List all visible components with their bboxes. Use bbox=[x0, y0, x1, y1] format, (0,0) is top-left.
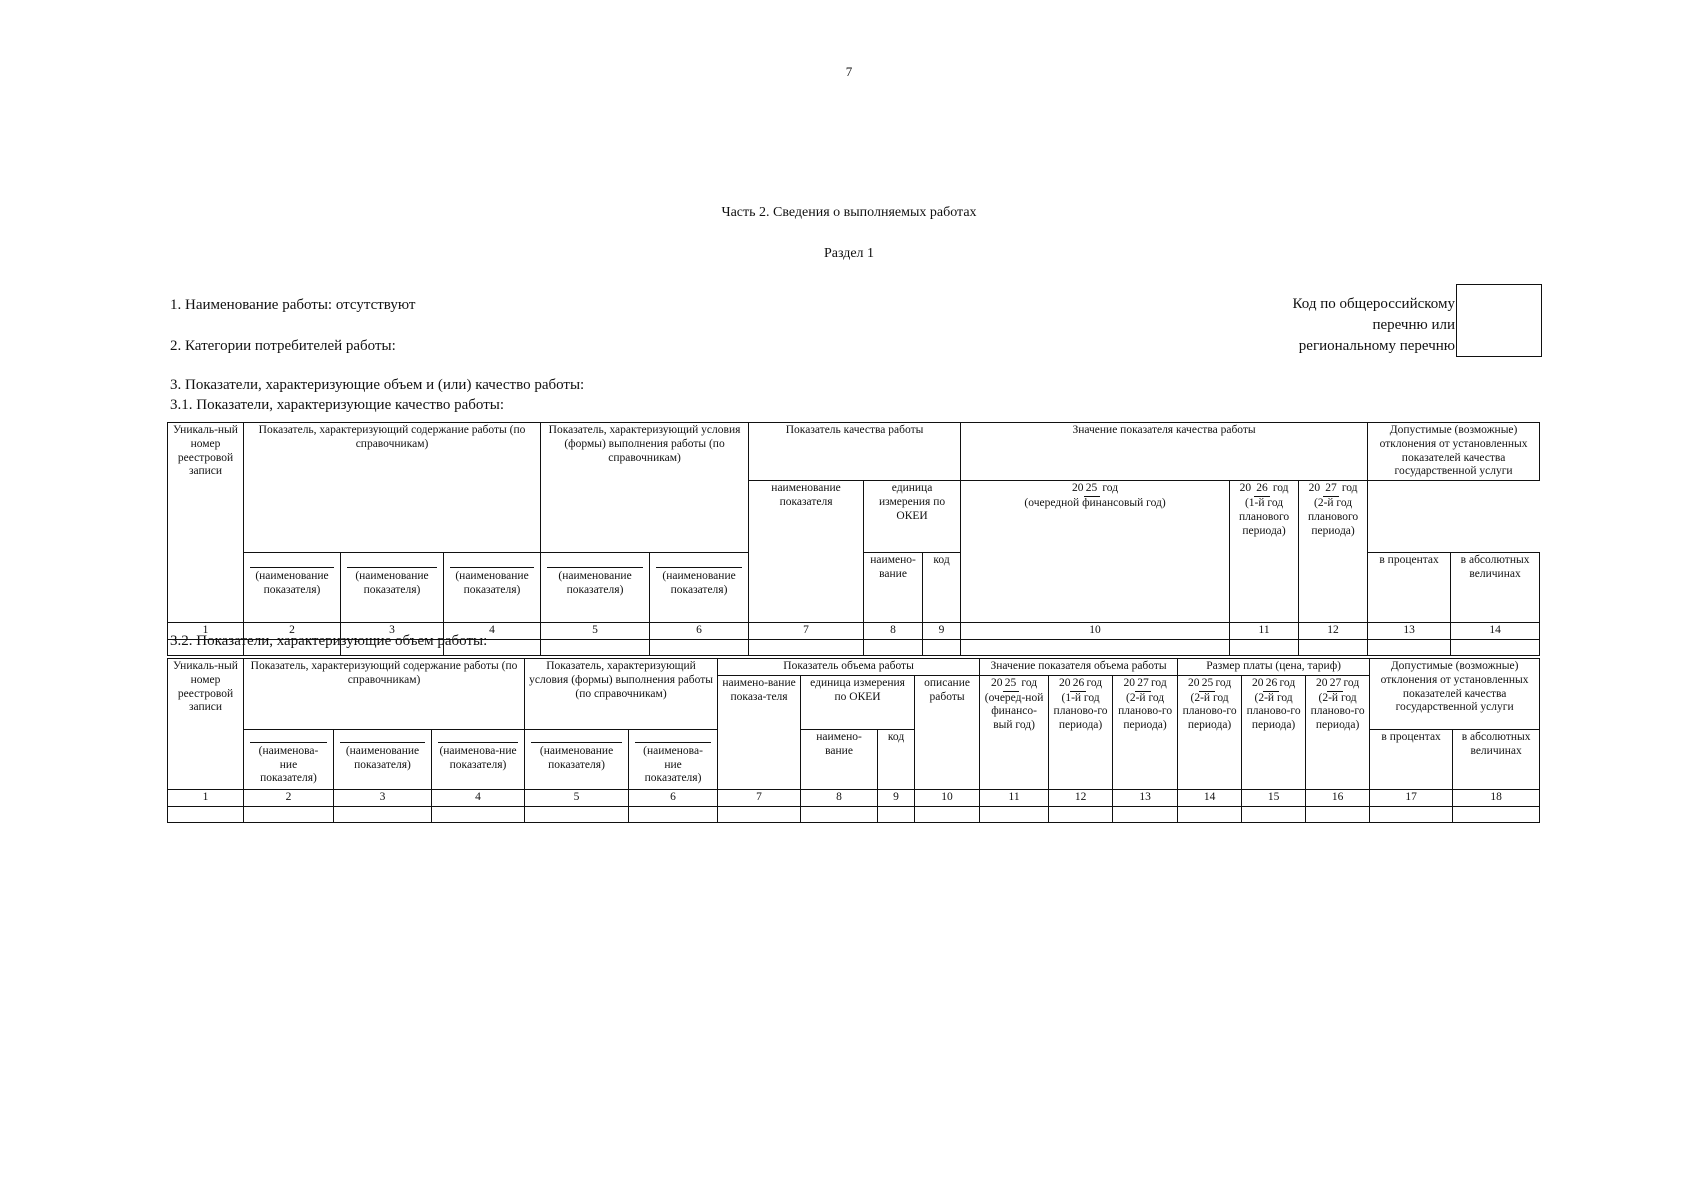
header-indicator-name: наименование показателя bbox=[749, 481, 864, 623]
header-okei-unit: единица измерения по ОКЕИ bbox=[801, 675, 915, 729]
header-conditions-indicator: Показатель, характеризующий условия (формы) выполнения работы (по справочникам) bbox=[541, 423, 749, 553]
year-word: год bbox=[1021, 676, 1038, 689]
code-label-line: перечню или bbox=[1372, 317, 1455, 333]
year-prefix: 20 bbox=[1315, 676, 1328, 689]
header-unique-number: Уникаль-ный номер реестровой записи bbox=[168, 423, 244, 623]
code-label-line: региональному перечню bbox=[1298, 338, 1455, 354]
year-prefix: 20 bbox=[1058, 676, 1071, 689]
year-suffix: 25 bbox=[1199, 677, 1215, 692]
table-cell[interactable] bbox=[801, 806, 878, 822]
table-cell[interactable] bbox=[1242, 806, 1306, 822]
year-suffix: 25 bbox=[1084, 482, 1100, 497]
col-number: 2 bbox=[244, 789, 334, 806]
header-volume-year-3 bbox=[1113, 675, 1178, 789]
year-prefix: 20 bbox=[991, 676, 1003, 689]
header-fee-year-3 bbox=[1306, 675, 1370, 789]
year-word: год bbox=[1279, 676, 1296, 689]
sub-name-col-2: (наименование показателя) bbox=[244, 553, 341, 623]
table-cell[interactable] bbox=[1368, 639, 1451, 655]
col-number: 4 bbox=[432, 789, 525, 806]
col-number: 16 bbox=[1306, 789, 1370, 806]
header-fee-year-2 bbox=[1242, 675, 1306, 789]
quality-heading: 3.1. Показатели, характеризующие качество работы: bbox=[170, 397, 504, 413]
table-cell[interactable] bbox=[980, 806, 1049, 822]
header-absolute: в абсолютных величинах bbox=[1451, 553, 1540, 623]
col-number: 3 bbox=[334, 789, 432, 806]
col-number: 8 bbox=[864, 623, 923, 640]
header-content-indicator: Показатель, характеризующий содержание работы (по справочникам) bbox=[244, 423, 541, 553]
header-conditions-indicator: Показатель, характеризующий условия (формы) выполнения работы (по справочникам) bbox=[525, 659, 718, 730]
col-number: 8 bbox=[801, 789, 878, 806]
volume-heading: 3.2. Показатели, характеризующие объем работы: bbox=[170, 633, 488, 649]
year-note: (2-й год планово-го периода) bbox=[1246, 691, 1301, 732]
table-cell[interactable] bbox=[650, 639, 749, 655]
registry-code-label bbox=[1200, 294, 1455, 357]
table-cell[interactable] bbox=[1299, 639, 1368, 655]
col-number: 9 bbox=[878, 789, 915, 806]
table-cell[interactable] bbox=[1049, 806, 1113, 822]
table-cell[interactable] bbox=[1178, 806, 1242, 822]
table-cell[interactable] bbox=[432, 806, 525, 822]
year-prefix: 20 bbox=[1123, 676, 1135, 689]
year-suffix: 26 bbox=[1263, 677, 1279, 692]
year-word: год bbox=[1343, 676, 1360, 689]
header-content-indicator: Показатель, характеризующий содержание работы (по справочникам) bbox=[244, 659, 525, 730]
col-number: 14 bbox=[1451, 623, 1540, 640]
year-note: (2-й год планово-го периода) bbox=[1182, 691, 1237, 732]
header-fee-year-1 bbox=[1178, 675, 1242, 789]
header-deviation: Допустимые (возможные) отклонения от установленных показателей качества государственной услуги bbox=[1368, 423, 1540, 481]
sub-name-col-5: (наименование показателя) bbox=[525, 729, 629, 789]
volume-table bbox=[167, 658, 1540, 823]
year-prefix: 20 bbox=[1072, 482, 1084, 495]
table-cell[interactable] bbox=[1370, 806, 1453, 822]
table-cell[interactable] bbox=[718, 806, 801, 822]
header-volume-value: Значение показателя объема работы bbox=[980, 659, 1178, 676]
header-work-description: описание работы bbox=[915, 675, 980, 789]
header-year-2 bbox=[1230, 481, 1299, 623]
table-cell[interactable] bbox=[541, 639, 650, 655]
year-word: год bbox=[1341, 482, 1358, 495]
year-suffix: 27 bbox=[1327, 677, 1343, 692]
col-number: 6 bbox=[650, 623, 749, 640]
sub-name-col-6: (наименова-ние показателя) bbox=[629, 729, 718, 789]
col-number: 15 bbox=[1242, 789, 1306, 806]
header-deviation: Допустимые (возможные) отклонения от установленных показателей качества государственной услуги bbox=[1370, 659, 1540, 730]
year-note: (1-й год планово-го периода) bbox=[1053, 691, 1108, 732]
table-cell[interactable] bbox=[1113, 806, 1178, 822]
header-unit-name: наимено-вание bbox=[864, 553, 923, 623]
table-cell[interactable] bbox=[168, 639, 244, 655]
work-name: 1. Наименование работы: отсутствуют bbox=[170, 297, 416, 313]
col-number: 6 bbox=[629, 789, 718, 806]
table-cell[interactable] bbox=[1451, 639, 1540, 655]
year-prefix: 20 bbox=[1308, 482, 1321, 495]
year-word: год bbox=[1102, 482, 1119, 495]
year-word: год bbox=[1272, 482, 1289, 495]
col-number: 9 bbox=[923, 623, 961, 640]
col-number: 14 bbox=[1178, 789, 1242, 806]
col-number: 13 bbox=[1368, 623, 1451, 640]
col-number: 12 bbox=[1299, 623, 1368, 640]
column-number-row bbox=[168, 789, 1540, 806]
table-row[interactable] bbox=[168, 639, 1540, 655]
col-number: 4 bbox=[444, 623, 541, 640]
table-cell[interactable] bbox=[525, 806, 629, 822]
header-unit-name: наимено-вание bbox=[801, 729, 878, 789]
year-suffix: 27 bbox=[1135, 677, 1151, 692]
col-number: 1 bbox=[168, 623, 244, 640]
year-suffix: 27 bbox=[1323, 482, 1339, 497]
registry-code-field[interactable] bbox=[1456, 284, 1542, 357]
year-prefix: 20 bbox=[1239, 482, 1252, 495]
sub-name-col-4: (наименование показателя) bbox=[444, 553, 541, 623]
part-title: Часть 2. Сведения о выполняемых работах bbox=[721, 205, 977, 220]
section-title: Раздел 1 bbox=[823, 246, 875, 261]
sub-name-col-5: (наименование показателя) bbox=[541, 553, 650, 623]
col-number: 11 bbox=[980, 789, 1049, 806]
col-number: 3 bbox=[341, 623, 444, 640]
indicators-heading: 3. Показатели, характеризующие объем и (или) качество работы: bbox=[170, 377, 585, 393]
col-number: 17 bbox=[1370, 789, 1453, 806]
sub-name-col-3: (наименование показателя) bbox=[341, 553, 444, 623]
col-number: 18 bbox=[1453, 789, 1540, 806]
header-year-1 bbox=[961, 481, 1230, 623]
year-note: (2-й год планово-го периода) bbox=[1310, 691, 1365, 732]
table-row[interactable] bbox=[168, 806, 1540, 822]
table-cell[interactable] bbox=[244, 806, 334, 822]
year-suffix: 25 bbox=[1003, 677, 1019, 692]
header-volume-year-2 bbox=[1049, 675, 1113, 789]
table-cell[interactable] bbox=[1230, 639, 1299, 655]
header-unit-code: код bbox=[923, 553, 961, 623]
table-cell[interactable] bbox=[915, 806, 980, 822]
table-cell[interactable] bbox=[923, 639, 961, 655]
col-number: 5 bbox=[525, 789, 629, 806]
table-cell[interactable] bbox=[629, 806, 718, 822]
year-suffix: 26 bbox=[1070, 677, 1086, 692]
header-percent: в процентах bbox=[1370, 729, 1453, 789]
table-cell[interactable] bbox=[341, 639, 444, 655]
col-number: 7 bbox=[718, 789, 801, 806]
table-cell[interactable] bbox=[1453, 806, 1540, 822]
col-number: 2 bbox=[244, 623, 341, 640]
col-number: 7 bbox=[749, 623, 864, 640]
col-number: 5 bbox=[541, 623, 650, 640]
year-note: (2-й год планового периода) bbox=[1307, 496, 1359, 537]
column-number-row bbox=[168, 623, 1540, 640]
year-note: (очередной финансовый год) bbox=[1024, 496, 1166, 509]
year-word: год bbox=[1215, 676, 1232, 689]
col-number: 11 bbox=[1230, 623, 1299, 640]
col-number: 1 bbox=[168, 789, 244, 806]
table-cell[interactable] bbox=[749, 639, 864, 655]
table-cell[interactable] bbox=[244, 639, 341, 655]
header-quality-indicator: Показатель качества работы bbox=[749, 423, 961, 481]
col-number: 10 bbox=[915, 789, 980, 806]
year-prefix: 20 bbox=[1251, 676, 1264, 689]
header-percent: в процентах bbox=[1368, 553, 1451, 623]
code-label-line: Код по общероссийскому bbox=[1292, 296, 1455, 312]
header-quality-value: Значение показателя качества работы bbox=[961, 423, 1368, 481]
table-cell[interactable] bbox=[168, 806, 244, 822]
table-cell[interactable] bbox=[1306, 806, 1370, 822]
header-unit-code: код bbox=[878, 729, 915, 789]
year-note: (очеред-ной финансо-вый год) bbox=[984, 691, 1044, 732]
col-number: 12 bbox=[1049, 789, 1113, 806]
header-absolute: в абсолютных величинах bbox=[1453, 729, 1540, 789]
consumer-categories: 2. Категории потребителей работы: bbox=[170, 338, 396, 354]
header-year-3 bbox=[1299, 481, 1368, 623]
year-word: год bbox=[1150, 676, 1167, 689]
year-note: (2-й год планово-го периода) bbox=[1118, 691, 1173, 732]
page-number: 7 bbox=[845, 64, 853, 79]
sub-name-col-3: (наименование показателя) bbox=[334, 729, 432, 789]
sub-name-col-2: (наименова-ние показателя) bbox=[244, 729, 334, 789]
year-prefix: 20 bbox=[1187, 676, 1200, 689]
col-number: 10 bbox=[961, 623, 1230, 640]
header-volume-year-1 bbox=[980, 675, 1049, 789]
header-indicator-name: наимено-вание показа-теля bbox=[718, 675, 801, 789]
header-unique-number: Уникаль-ный номер реестровой записи bbox=[168, 659, 244, 790]
header-volume-indicator: Показатель объема работы bbox=[718, 659, 980, 676]
header-okei-unit: единица измерения по ОКЕИ bbox=[864, 481, 961, 553]
quality-table bbox=[167, 422, 1540, 656]
sub-name-col-6: (наименование показателя) bbox=[650, 553, 749, 623]
year-suffix: 26 bbox=[1254, 482, 1270, 497]
table-cell[interactable] bbox=[878, 806, 915, 822]
year-note: (1-й год планового периода) bbox=[1238, 496, 1290, 537]
table-cell[interactable] bbox=[334, 806, 432, 822]
year-word: год bbox=[1086, 676, 1103, 689]
table-cell[interactable] bbox=[444, 639, 541, 655]
table-cell[interactable] bbox=[961, 639, 1230, 655]
col-number: 13 bbox=[1113, 789, 1178, 806]
sub-name-col-4: (наименова-ние показателя) bbox=[432, 729, 525, 789]
table-cell[interactable] bbox=[864, 639, 923, 655]
header-fee: Размер платы (цена, тариф) bbox=[1178, 659, 1370, 676]
